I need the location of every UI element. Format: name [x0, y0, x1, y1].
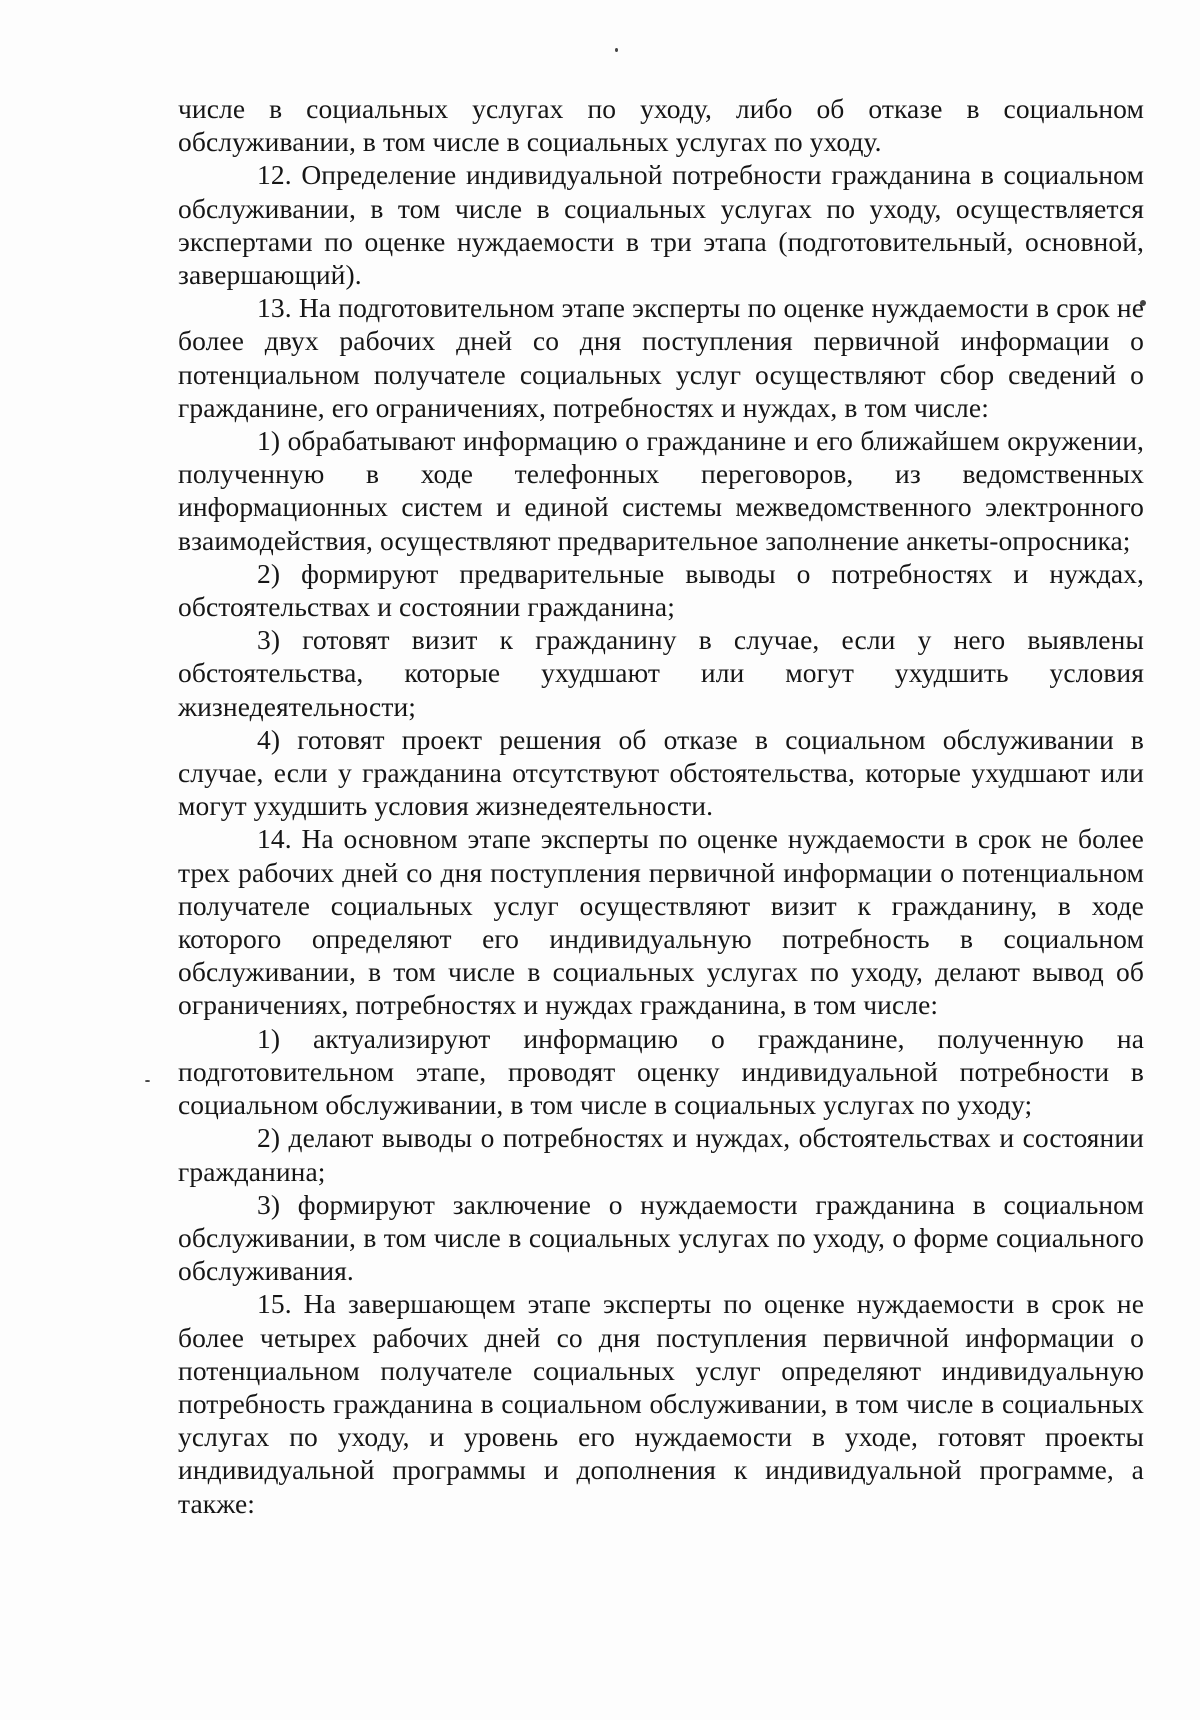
scan-speck [615, 48, 618, 52]
paragraph-continuation: числе в социальных услугах по уходу, либо об отказе в социальном обслуживании, в том числе в социальных услугах по уходу. [178, 93, 1144, 158]
paragraph-13-item-4: 4) готовят проект решения об отказе в социальном обслуживании в случае, если у гражданина отсутствуют обстоятельства, которые ухудшают или могут ухудшить условия жизнедеятельности. [178, 723, 1144, 822]
paragraph-13-item-2: 2) формируют предварительные выводы о потребностях и нуждах, обстоятельствах и состоянии гражданина; [178, 557, 1144, 623]
paragraph-14: 14. На основном этапе эксперты по оценке нуждаемости в срок не более трех рабочих дней со дня поступления первичной информации о потенциальном получателе социальных услуг осуществляют визит к гражданину, в ходе которого определяют его индивидуальную потребность в социальном обслуживании, в том числе в социальных услугах по уходу, делают вывод об ограничениях, потребностях и нуждах гражданина, в том числе: [178, 823, 1144, 1021]
paragraph-15: 15. На завершающем этапе эксперты по оценке нуждаемости в срок не более четырех рабочих дней со дня поступления первичной информации о потенциальном получателе социальных услуг определяют индивидуальную потребность гражданина в социальном обслуживании, в том числе в социальных услугах по уходу, и уровень его нуждаемости в уходе, готовят проекты индивидуальной программы и дополнения к индивидуальной программе, а также: [178, 1288, 1144, 1519]
scan-speck [145, 1080, 150, 1082]
paragraph-13: 13. На подготовительном этапе эксперты по оценке нуждаемости в срок не более двух рабочих дней со дня поступления первичной информации о потенциальном получателе социальных услуг осуществляют сбор сведений о гражданине, его ограничениях, потребностях и нуждах, в том числе: [178, 292, 1144, 423]
paragraph-13-item-3: 3) готовят визит к гражданину в случае, если у него выявлены обстоятельства, которые ухудшают или могут ухудшить условия жизнедеятельности; [178, 624, 1144, 722]
paragraph-14-item-1: 1) актуализируют информацию о гражданине, полученную на подготовительном этапе, проводят оценку индивидуальной потребности в социальном обслуживании, в том числе в социальных услугах по уходу; [178, 1022, 1144, 1121]
paragraph-12: 12. Определение индивидуальной потребности гражданина в социальном обслуживании, в том числе в социальных услугах по уходу, осуществляется экспертами по оценке нуждаемости в три этапа (подготовительный, основной, завершающий). [178, 159, 1144, 291]
document-body [178, 92, 1144, 1520]
paragraph-13-item-1: 1) обрабатывают информацию о гражданине и его ближайшем окружении, полученную в ходе телефонных переговоров, из ведомственных информационных систем и единой системы межведомственного электронного взаимодействия, осуществляют предварительное заполнение анкеты-опросника; [178, 425, 1144, 556]
paragraph-14-item-2: 2) делают выводы о потребностях и нуждах, обстоятельствах и состоянии гражданина; [178, 1122, 1144, 1187]
paragraph-14-item-3: 3) формируют заключение о нуждаемости гражданина в социальном обслуживании, в том числе в социальных услугах по уходу, о форме социального обслуживания. [178, 1188, 1144, 1287]
